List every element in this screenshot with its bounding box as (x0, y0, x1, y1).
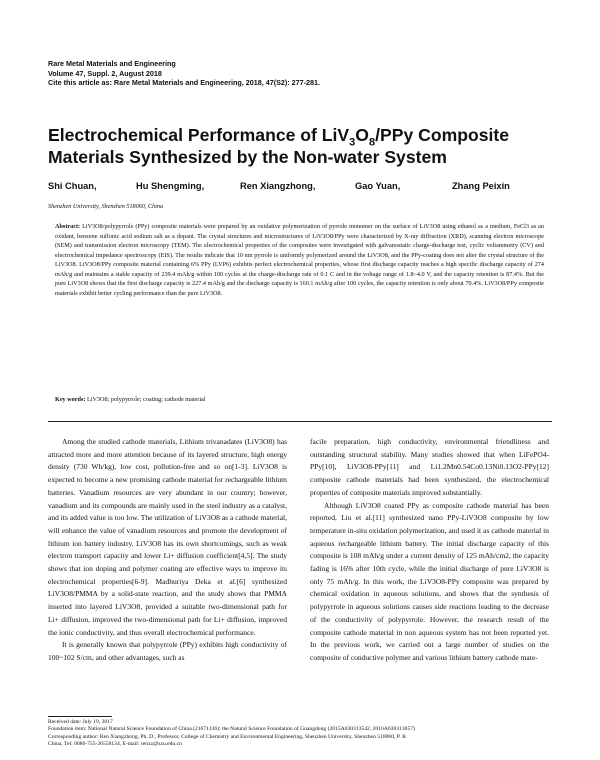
footnote-divider (48, 716, 112, 717)
keywords-label: Key words: (55, 396, 86, 403)
title-part: O (355, 125, 369, 145)
body-column-left (48, 436, 287, 665)
body-paragraph: Among the studied cathode materials, Lithium trivanadates (LiV3O8) has attracted more and more attention because of its layered structure, high energy density (730 Wh/kg), low cost, pollution-free and so on[1-3]. LiV3O8 is expected to become a new promising cathode material for rechargeable lithium batteries. Vanadium resources are very abundant in our country; however, vanadium and its compounds are mainly used in the steel industry as a catalyst, and its added value is too low. The utilization of LiV3O8 as a cathode material, will enhance the value of vanadium resources and promote the development of lithium ion battery industry. LiV3O8 has its own shortcomings, such as weak electron transport capacity and lower Li+ diffusion coefficient[4,5]. The study shows that ion doping and polymer coating are effective ways to improve its electrochemical properties[6-9]. Madhuriya Deka et al.[6] synthesized LiV3O8/PMMA by a solid-state reaction, and the study shows that PMMA inserted into layered LiV3O8, provided a suitable two-dimensional path for Li+ diffusion, improved the two-dimensional path for Li+ diffusion, improved the ionic conductivity, and thus overall electrochemical performance. (48, 437, 287, 637)
abstract (55, 222, 544, 298)
corresponding-author: Corresponding author: Ren Xiangzhong, Ph. D., Professor, College of Chemistry and Environmental Engineering, Shenzhen University, Shenzhen 518060, P. R. (48, 733, 408, 740)
author-name: Zhang Peixin (452, 181, 510, 191)
abstract-label: Abstract: (55, 223, 81, 230)
title-subscript: 8 (368, 136, 376, 149)
title-subscript: 3 (349, 136, 356, 149)
footnote (48, 719, 558, 749)
title-part: /PPy Composite (375, 125, 510, 145)
title-line-2: Materials Synthesized by the Non-water System (48, 147, 447, 167)
keywords-text: LiV3O8; polypyrrole; coating; cathode material (86, 396, 206, 403)
contact-info: China, Tel: 0086-755-26558134, E-mail: renxz@szu.edu.cn (48, 741, 182, 748)
body-paragraph: facile preparation, high conductivity, environmental friendliness and outstanding structural stability. Many studies showed that when LiFePO4-PPy[10], LiV3O8-PPy[11] and Li1.2Mn0.54Co0.13Ni0.13O2-PPy[12] composite cathode materials had been synthesized, the electrochemical properties of composite materials improved substantially. (310, 437, 549, 497)
body-paragraph: Although LiV3O8 coated PPy as composite cathode material has been reported, Liu et al.[11] synthesized nano PPy-LiV3O8 composite by low temperature in-situ oxidation polymerization, and used it as cathode material in aqueous rechargeable lithium battery. The initial discharge capacity of this composite is 108 mAh/g under a current density of 125 mAh/cm2, the capacity fading is 16% after 10th cycle, while the initial discharge of pure LiV3O8 is only 75 mAh/g. In this work, the LiV3O8-PPy composite was prepared by chemical oxidation in aqueous solutions, and shows that the synthesis of polypyrrole in aqueous solutions causes side reactions leading to the decrease of the conductivity of polypyrrole. However, the research result of the composite cathode material in non aqueous system has not been reported yet. In the previous work, we carried out a large number of studies on the composite of conductive polymer and various lithium battery cathode mate- (310, 500, 549, 662)
author-name: Shi Chuan, (48, 181, 97, 191)
journal-header (48, 59, 320, 88)
foundation-item: Foundation item: National Natural Science Foundation of China (21671136); the Natural Science Foundation of Guangdong (2015A030313542, 2016A030313057) (48, 726, 415, 733)
title-line-1 (48, 124, 568, 149)
affiliation: Shenzhen University, Shenzhen 518060, China (48, 203, 164, 210)
author-name: Ren Xiangzhong, (240, 181, 316, 191)
title-part: Electrochemical Performance of LiV (48, 125, 350, 145)
keywords (55, 396, 544, 403)
received-date: Received date: July 19, 2017 (48, 719, 113, 725)
section-divider (48, 421, 552, 422)
journal-name: Rare Metal Materials and Engineering (48, 59, 176, 68)
journal-volume: Volume 47, Suppl. 2, August 2018 (48, 68, 162, 78)
paper-title (48, 124, 568, 168)
abstract-text: LiV3O8/polypyrrole (PPy) composite materials were prepared by an oxidative polymerization of pyrrole monomer on the surface of LiV3O8 using ethanol as a medium, FeCl3 as an oxidant, benzene sulfonic acid sodium salt as a dopant. The crystal structures and microstructures of LiV3O8/PPy were characterized by X-ray diffraction (XRD), scanning electron microscope (SEM) and transmission electron microscopy (TEM). The electrochemical properties of the composites were investigated with galvanostatic charge-discharge test, cyclic voltammetry (CV) and electrochemical impedance spectroscopy (EIS). The results indicate that 10 nm pyrrole is uniformly polymerized around the LiV3O8, and the PPy-coating does not alter the crystal structure of the LiV3O8. LiV3O8/PPy composite material containing 6% PPy (LVP6) exhibits perfect electrochemical properties, whose first discharge capacity reaches a high specific discharge capacity of 274 mAh/g and maintains a stable capacity of 239.4 mAh/g within 100 cycles at the charge-discharge rate of 0.1 C and in the voltage range of 1.8~4.0 V, and the capacity retention is 87.4%. But the pure LiV3O8 shows that the first discharge capacity is 227.4 mAh/g and the discharge capacity is 160.1 mAh/g after 100 cycles, the capacity retention is only about 70.4%. LiV3O8/PPy composite materials exhibit better cycling performance than the pure LiV3O8. (55, 223, 544, 297)
body-paragraph: It is generally known that polypyrrole (PPy) exhibits high conductivity of 100~102 S/cm, and other advantages, such as (48, 640, 287, 662)
body-column-right (310, 436, 549, 665)
citation-line: Cite this article as: Rare Metal Materials and Engineering, 2018, 47(S2): 277-281. (48, 78, 321, 87)
author-name: Gao Yuan, (355, 181, 401, 191)
author-name: Hu Shengming, (136, 181, 205, 191)
